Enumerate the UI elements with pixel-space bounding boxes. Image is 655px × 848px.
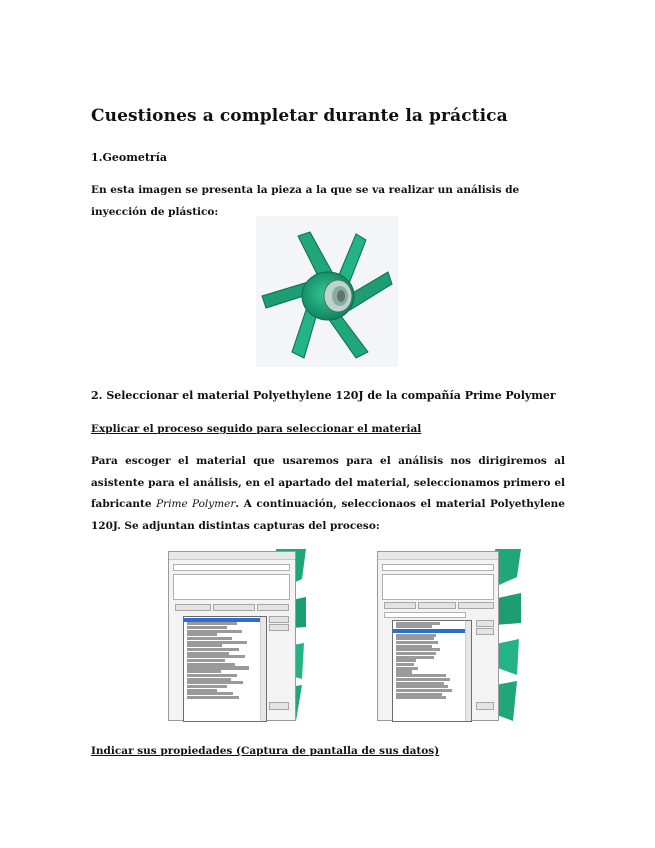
section1-heading: 1.Geometría: [91, 151, 168, 164]
material-dropdown-list[interactable]: [392, 620, 472, 722]
section2-paragraph: [91, 451, 565, 537]
manufacturer-name: Prime Polymer: [156, 498, 236, 510]
section2-subheading: Explicar el proceso seguido para seleccionar el material: [91, 423, 422, 435]
fan-part-render: [256, 216, 398, 367]
manufacturer-dropdown-list[interactable]: [183, 616, 267, 722]
paragraph-text-before: Para escoger el material que usaremos para el análisis nos dirigiremos al asistente para el análisis, en el apartado del material, seleccionamos primero el fabricante: [91, 455, 565, 510]
screenshot-manufacturer-selection: [133, 549, 306, 721]
page-title: Cuestiones a completar durante la práctica: [91, 106, 508, 126]
paragraph-text-after: . A continuación, seleccionaos el material Polyethylene 120J. Se adjuntan distintas capturas del proceso:: [91, 498, 565, 532]
material-dialog-window: [377, 551, 499, 721]
material-dialog-window: [168, 551, 296, 721]
fan-part-icon: [256, 216, 398, 367]
section1-intro: En esta imagen se presenta la pieza a la que se va realizar un análisis de inyección de plástico:: [91, 184, 520, 218]
section2-heading: 2. Seleccionar el material Polyethylene 120J de la compañía Prime Polymer: [91, 389, 556, 402]
properties-heading: Indicar sus propiedades (Captura de pantalla de sus datos): [91, 745, 440, 757]
screenshot-material-selection: [369, 549, 521, 721]
